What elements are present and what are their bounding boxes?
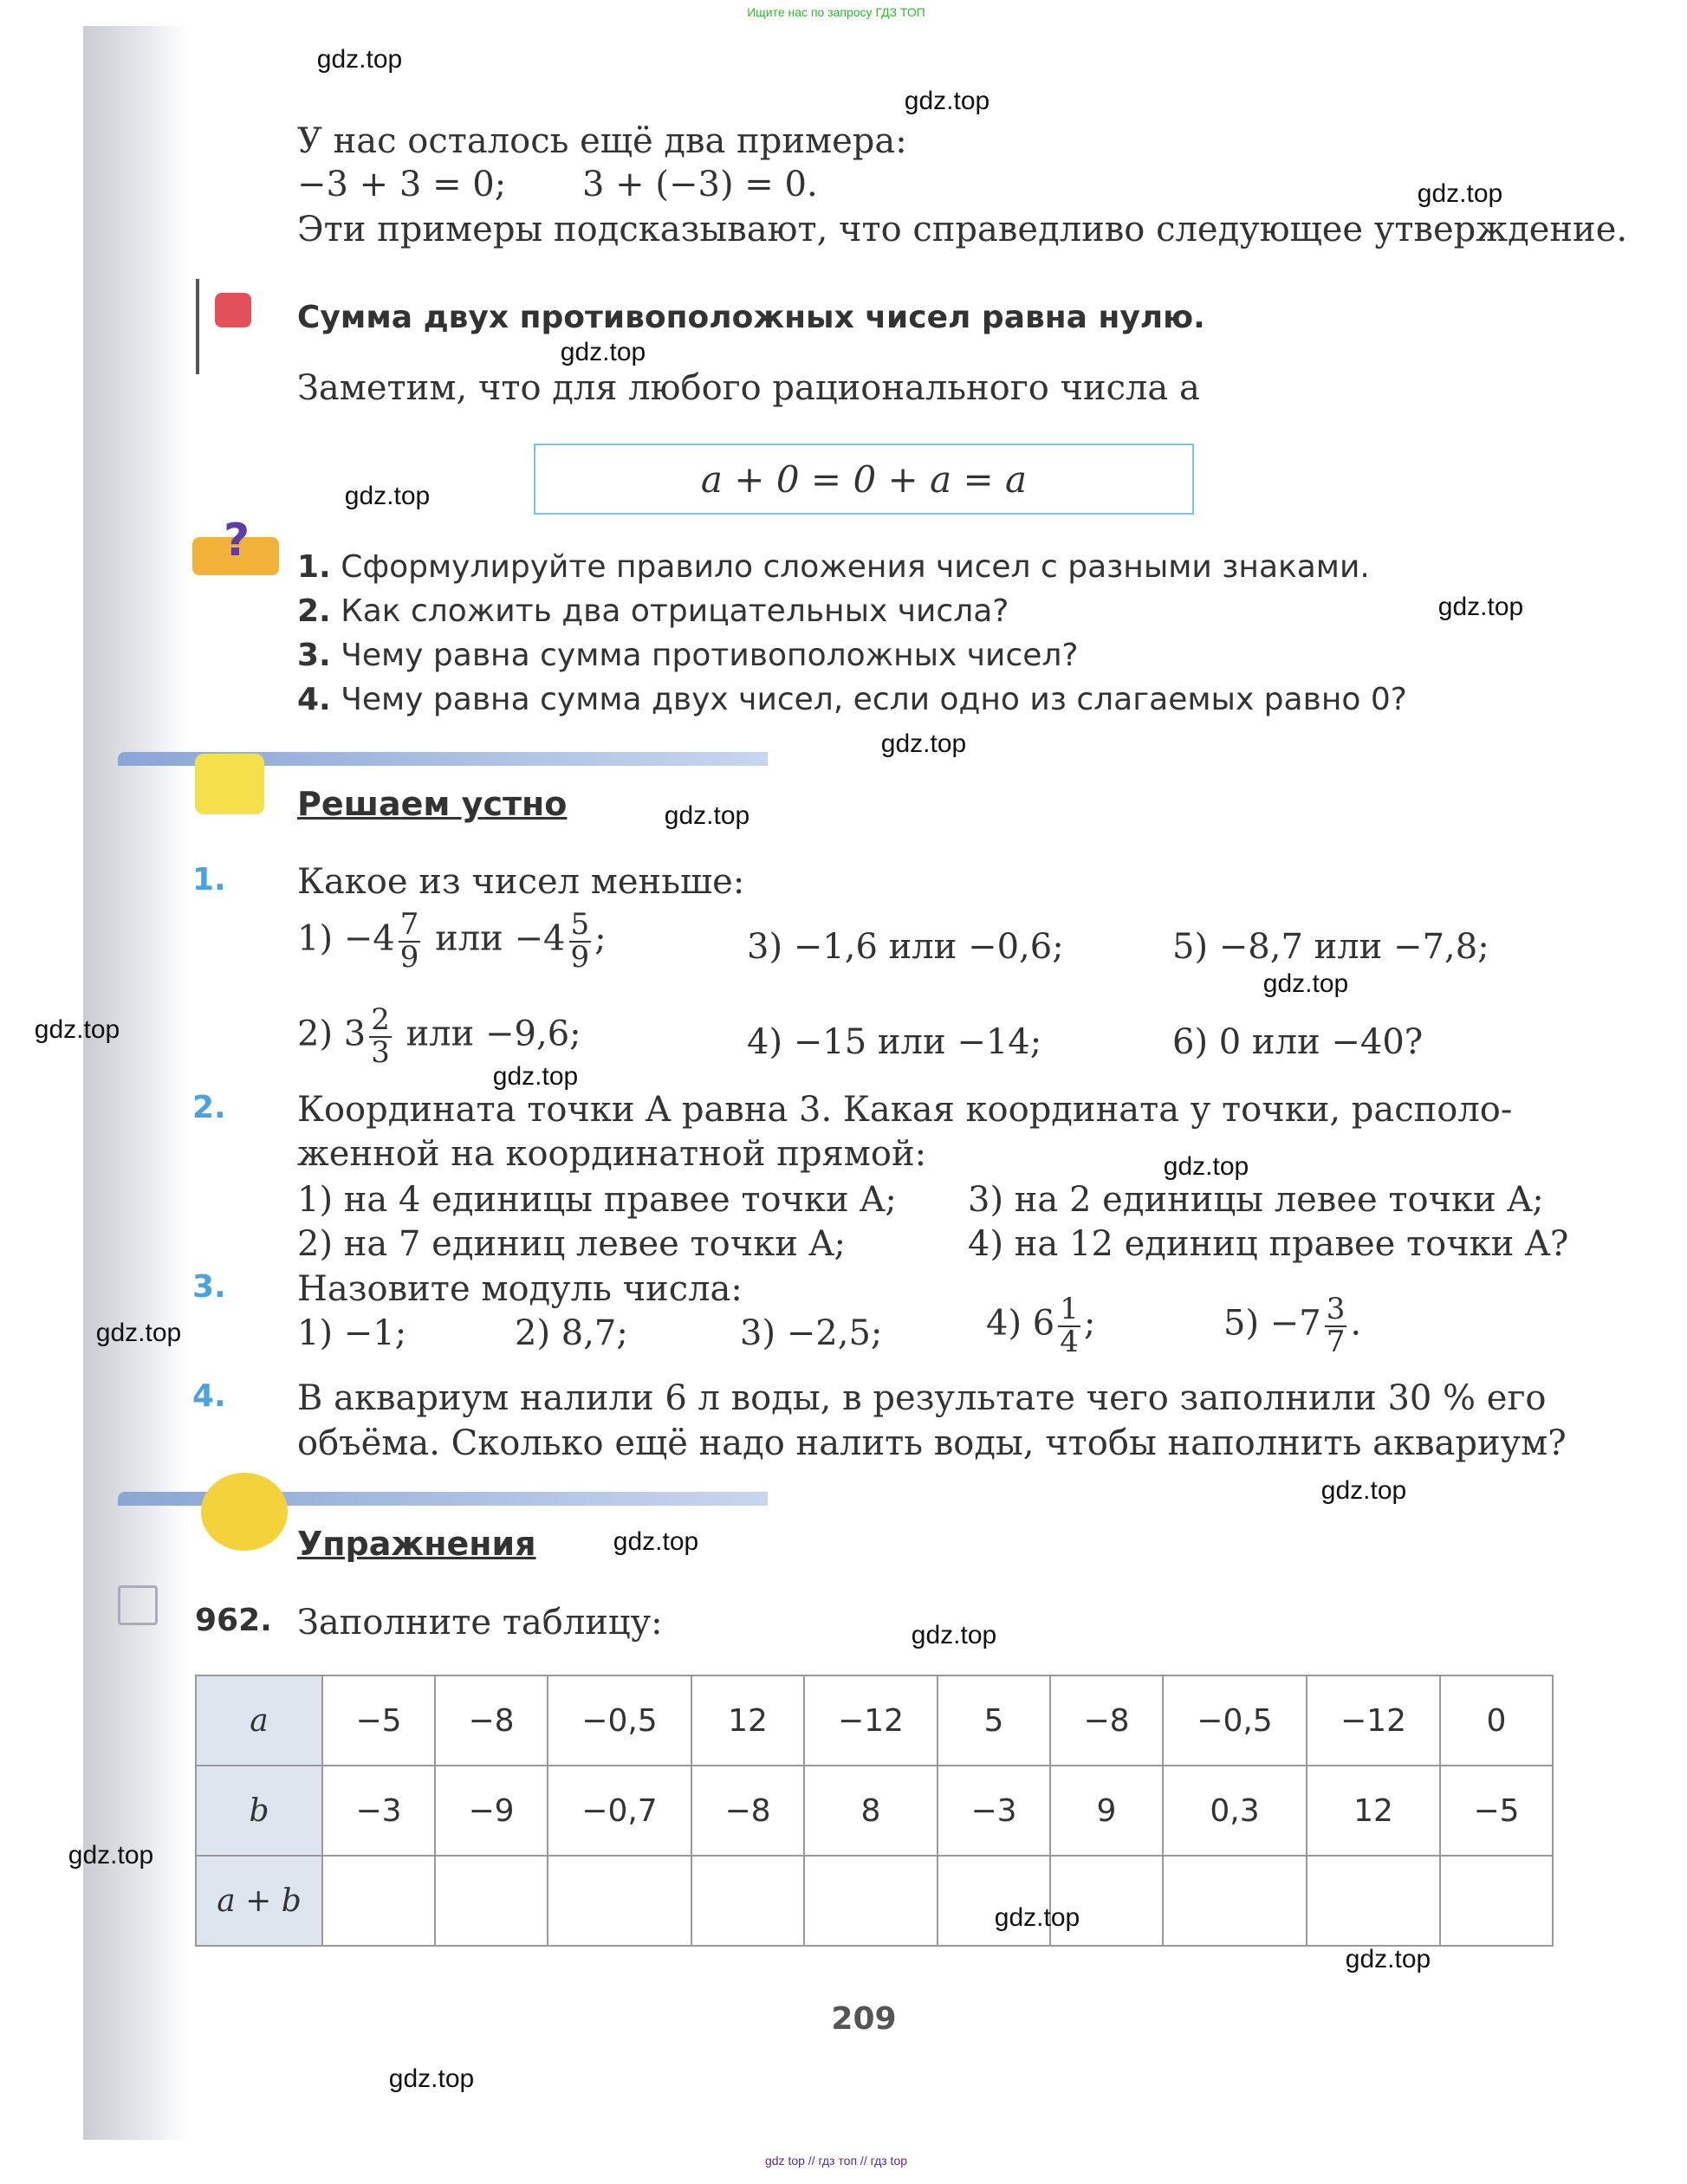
page-binding-shadow — [83, 26, 187, 2140]
bee-mascot-icon — [201, 1473, 288, 1551]
exercise-text: В аквариум налили 6 л воды, в результате чего заполнили 30 % его — [297, 1378, 1547, 1418]
option-2: 2) 8,7; — [515, 1313, 628, 1353]
option-text: 1) −4 — [297, 918, 395, 959]
table-cell: −3 — [938, 1766, 1050, 1856]
watermark: gdz.top — [68, 1841, 154, 1870]
formula-box: a + 0 = 0 + a = a — [534, 444, 1194, 515]
fraction — [399, 907, 421, 975]
empty-cell[interactable] — [548, 1856, 691, 1946]
exercise-text: Координата точки A равна 3. Какая координата у точки, располо- — [297, 1090, 1513, 1130]
numerator: 3 — [1326, 1292, 1346, 1326]
row-label: b — [196, 1766, 322, 1856]
numerator: 7 — [399, 907, 419, 942]
empty-cell[interactable] — [1163, 1856, 1307, 1946]
exercise-number: 1. — [192, 862, 226, 898]
table-row — [196, 1675, 1553, 1766]
watermark: gdz.top — [1320, 1476, 1407, 1505]
intro-example-1: −3 + 3 = 0; — [297, 165, 507, 204]
fraction — [369, 1002, 392, 1070]
computer-icon — [118, 1585, 158, 1625]
watermark: gdz.top — [904, 87, 990, 115]
pencil-icon — [215, 293, 251, 327]
watermark: gdz.top — [1437, 593, 1524, 621]
fill-table — [195, 1675, 1554, 1947]
rule-bracket — [196, 279, 199, 374]
empty-cell[interactable] — [804, 1856, 938, 1946]
intro-line: У нас осталось ещё два примера: — [297, 121, 907, 161]
question-number: 1. — [297, 549, 331, 585]
option-2: 2) на 7 единиц левее точки A; — [297, 1224, 846, 1264]
table-cell: 9 — [1050, 1766, 1163, 1856]
question-text: Сформулируйте правило сложения чисел с разными знаками. — [341, 549, 1370, 585]
table-row — [196, 1856, 1553, 1946]
option-4: 4) на 12 единиц правее точки A? — [968, 1224, 1569, 1264]
watermark: gdz.top — [664, 801, 750, 830]
exercise-number: 4. — [192, 1378, 226, 1414]
fraction — [569, 907, 592, 975]
table-cell: 12 — [1307, 1766, 1440, 1856]
question-text: Чему равна сумма противоположных чисел? — [341, 638, 1079, 673]
denominator: 7 — [1326, 1324, 1346, 1359]
fraction — [1058, 1294, 1080, 1358]
option-text: . — [1350, 1303, 1362, 1344]
footer-links[interactable]: gdz top // гдз топ // гдз top — [764, 2154, 908, 2168]
option-text: или −9,6; — [406, 1014, 581, 1054]
note-line: Заметим, что для любого рационального числа a — [297, 368, 1200, 408]
option-text: 2) 3 — [297, 1014, 367, 1054]
watermark: gdz.top — [388, 2064, 475, 2093]
empty-cell[interactable] — [1440, 1856, 1553, 1946]
exercise-number: 3. — [192, 1269, 226, 1305]
table-cell: −0,7 — [548, 1766, 691, 1856]
intro-line: Эти примеры подсказывают, что справедливо следующее утверждение. — [297, 210, 1628, 250]
option-2 — [297, 1002, 581, 1070]
rule-statement: Сумма двух противоположных чисел равна нулю. — [297, 300, 1205, 335]
table-cell: −8 — [1050, 1675, 1163, 1766]
row-label: a — [196, 1675, 322, 1766]
table-cell: −9 — [435, 1766, 548, 1856]
intro-example-2: 3 + (−3) = 0. — [582, 165, 818, 204]
option-text: или −4 — [435, 918, 566, 959]
question-text: Чему равна сумма двух чисел, если одно из слагаемых равно 0? — [341, 682, 1407, 717]
empty-cell[interactable] — [435, 1856, 548, 1946]
table-cell: −0,5 — [1163, 1675, 1307, 1766]
option-1 — [297, 907, 607, 975]
dog-mascot-icon — [195, 754, 264, 814]
watermark: gdz.top — [560, 338, 646, 366]
exercise-text: Заполните таблицу: — [297, 1603, 663, 1643]
question-number: 2. — [297, 593, 331, 629]
exercise-text: Назовите модуль числа: — [297, 1269, 743, 1309]
table-cell: −5 — [1440, 1766, 1553, 1856]
watermark: gdz.top — [95, 1319, 182, 1347]
question-number: 3. — [297, 638, 331, 673]
section-title-exercises: Упражнения — [297, 1525, 536, 1563]
watermark: gdz.top — [1163, 1152, 1249, 1181]
denominator: 4 — [1060, 1324, 1079, 1359]
numerator: 5 — [570, 907, 590, 942]
option-3: 3) −1,6 или −0,6; — [747, 927, 1064, 967]
watermark: gdz.top — [492, 1062, 579, 1091]
table-cell: −12 — [804, 1675, 938, 1766]
numerator: 1 — [1060, 1292, 1079, 1326]
option-text: 5) −7 — [1223, 1303, 1321, 1344]
denominator: 3 — [371, 1034, 390, 1070]
watermark: gdz.top — [880, 729, 967, 758]
option-text: ; — [1083, 1303, 1096, 1344]
watermark: gdz.top — [1345, 1945, 1431, 1973]
empty-cell[interactable] — [1307, 1856, 1440, 1946]
option-6: 6) 0 или −40? — [1172, 1022, 1424, 1062]
table-cell: 0,3 — [1163, 1766, 1307, 1856]
watermark: gdz.top — [1417, 179, 1503, 208]
watermark: gdz.top — [344, 482, 431, 510]
section-title-oral: Решаем устно — [297, 785, 568, 823]
table-cell: −3 — [322, 1766, 435, 1856]
option-1: 1) на 4 единицы правее точки A; — [297, 1180, 897, 1220]
table-cell: −5 — [322, 1675, 435, 1766]
table-cell: 8 — [804, 1766, 938, 1856]
empty-cell[interactable] — [322, 1856, 435, 1946]
option-5: 5) −8,7 или −7,8; — [1172, 927, 1489, 967]
option-3: 3) −2,5; — [740, 1313, 883, 1353]
question-text: Как сложить два отрицательных числа? — [341, 593, 1009, 629]
table-cell: −12 — [1307, 1675, 1440, 1766]
fraction — [1325, 1294, 1347, 1358]
watermark: gdz.top — [316, 45, 403, 74]
denominator: 9 — [570, 939, 590, 975]
table-cell: −8 — [435, 1675, 548, 1766]
exercise-text: женной на координатной прямой: — [297, 1134, 927, 1174]
option-1: 1) −1; — [297, 1313, 407, 1353]
page-number: 209 — [831, 2001, 897, 2037]
watermark: gdz.top — [994, 1903, 1080, 1932]
numerator: 2 — [371, 1002, 390, 1037]
option-4: 4) −15 или −14; — [747, 1022, 1042, 1062]
watermark: gdz.top — [911, 1621, 997, 1649]
option-3: 3) на 2 единицы левее точки A; — [968, 1180, 1544, 1220]
exercise-number: 2. — [192, 1090, 226, 1125]
denominator: 9 — [399, 939, 419, 975]
watermark: gdz.top — [613, 1527, 699, 1556]
option-text: 4) 6 — [986, 1303, 1055, 1344]
option-text: ; — [594, 918, 607, 959]
table-row — [196, 1766, 1553, 1856]
question-number: 4. — [297, 682, 331, 717]
exercise-text: Какое из чисел меньше: — [297, 862, 745, 902]
watermark: gdz.top — [34, 1015, 120, 1044]
watermark: gdz.top — [1262, 969, 1349, 998]
option-5 — [1223, 1294, 1361, 1358]
table-cell: 5 — [938, 1675, 1050, 1766]
table-cell: 12 — [691, 1675, 804, 1766]
exercise-text: объёма. Сколько ещё надо налить воды, чтобы наполнить аквариум? — [297, 1423, 1567, 1463]
option-4 — [986, 1294, 1095, 1358]
exercise-number: 962. — [195, 1603, 272, 1638]
empty-cell[interactable] — [691, 1856, 804, 1946]
header-banner[interactable]: Ищите нас по запросу ГДЗ ТОП — [747, 5, 925, 19]
table-cell: −0,5 — [548, 1675, 691, 1766]
row-label: a + b — [196, 1856, 322, 1946]
table-cell: −8 — [691, 1766, 804, 1856]
question-mark-icon: ? — [192, 537, 279, 575]
table-cell: 0 — [1440, 1675, 1553, 1766]
